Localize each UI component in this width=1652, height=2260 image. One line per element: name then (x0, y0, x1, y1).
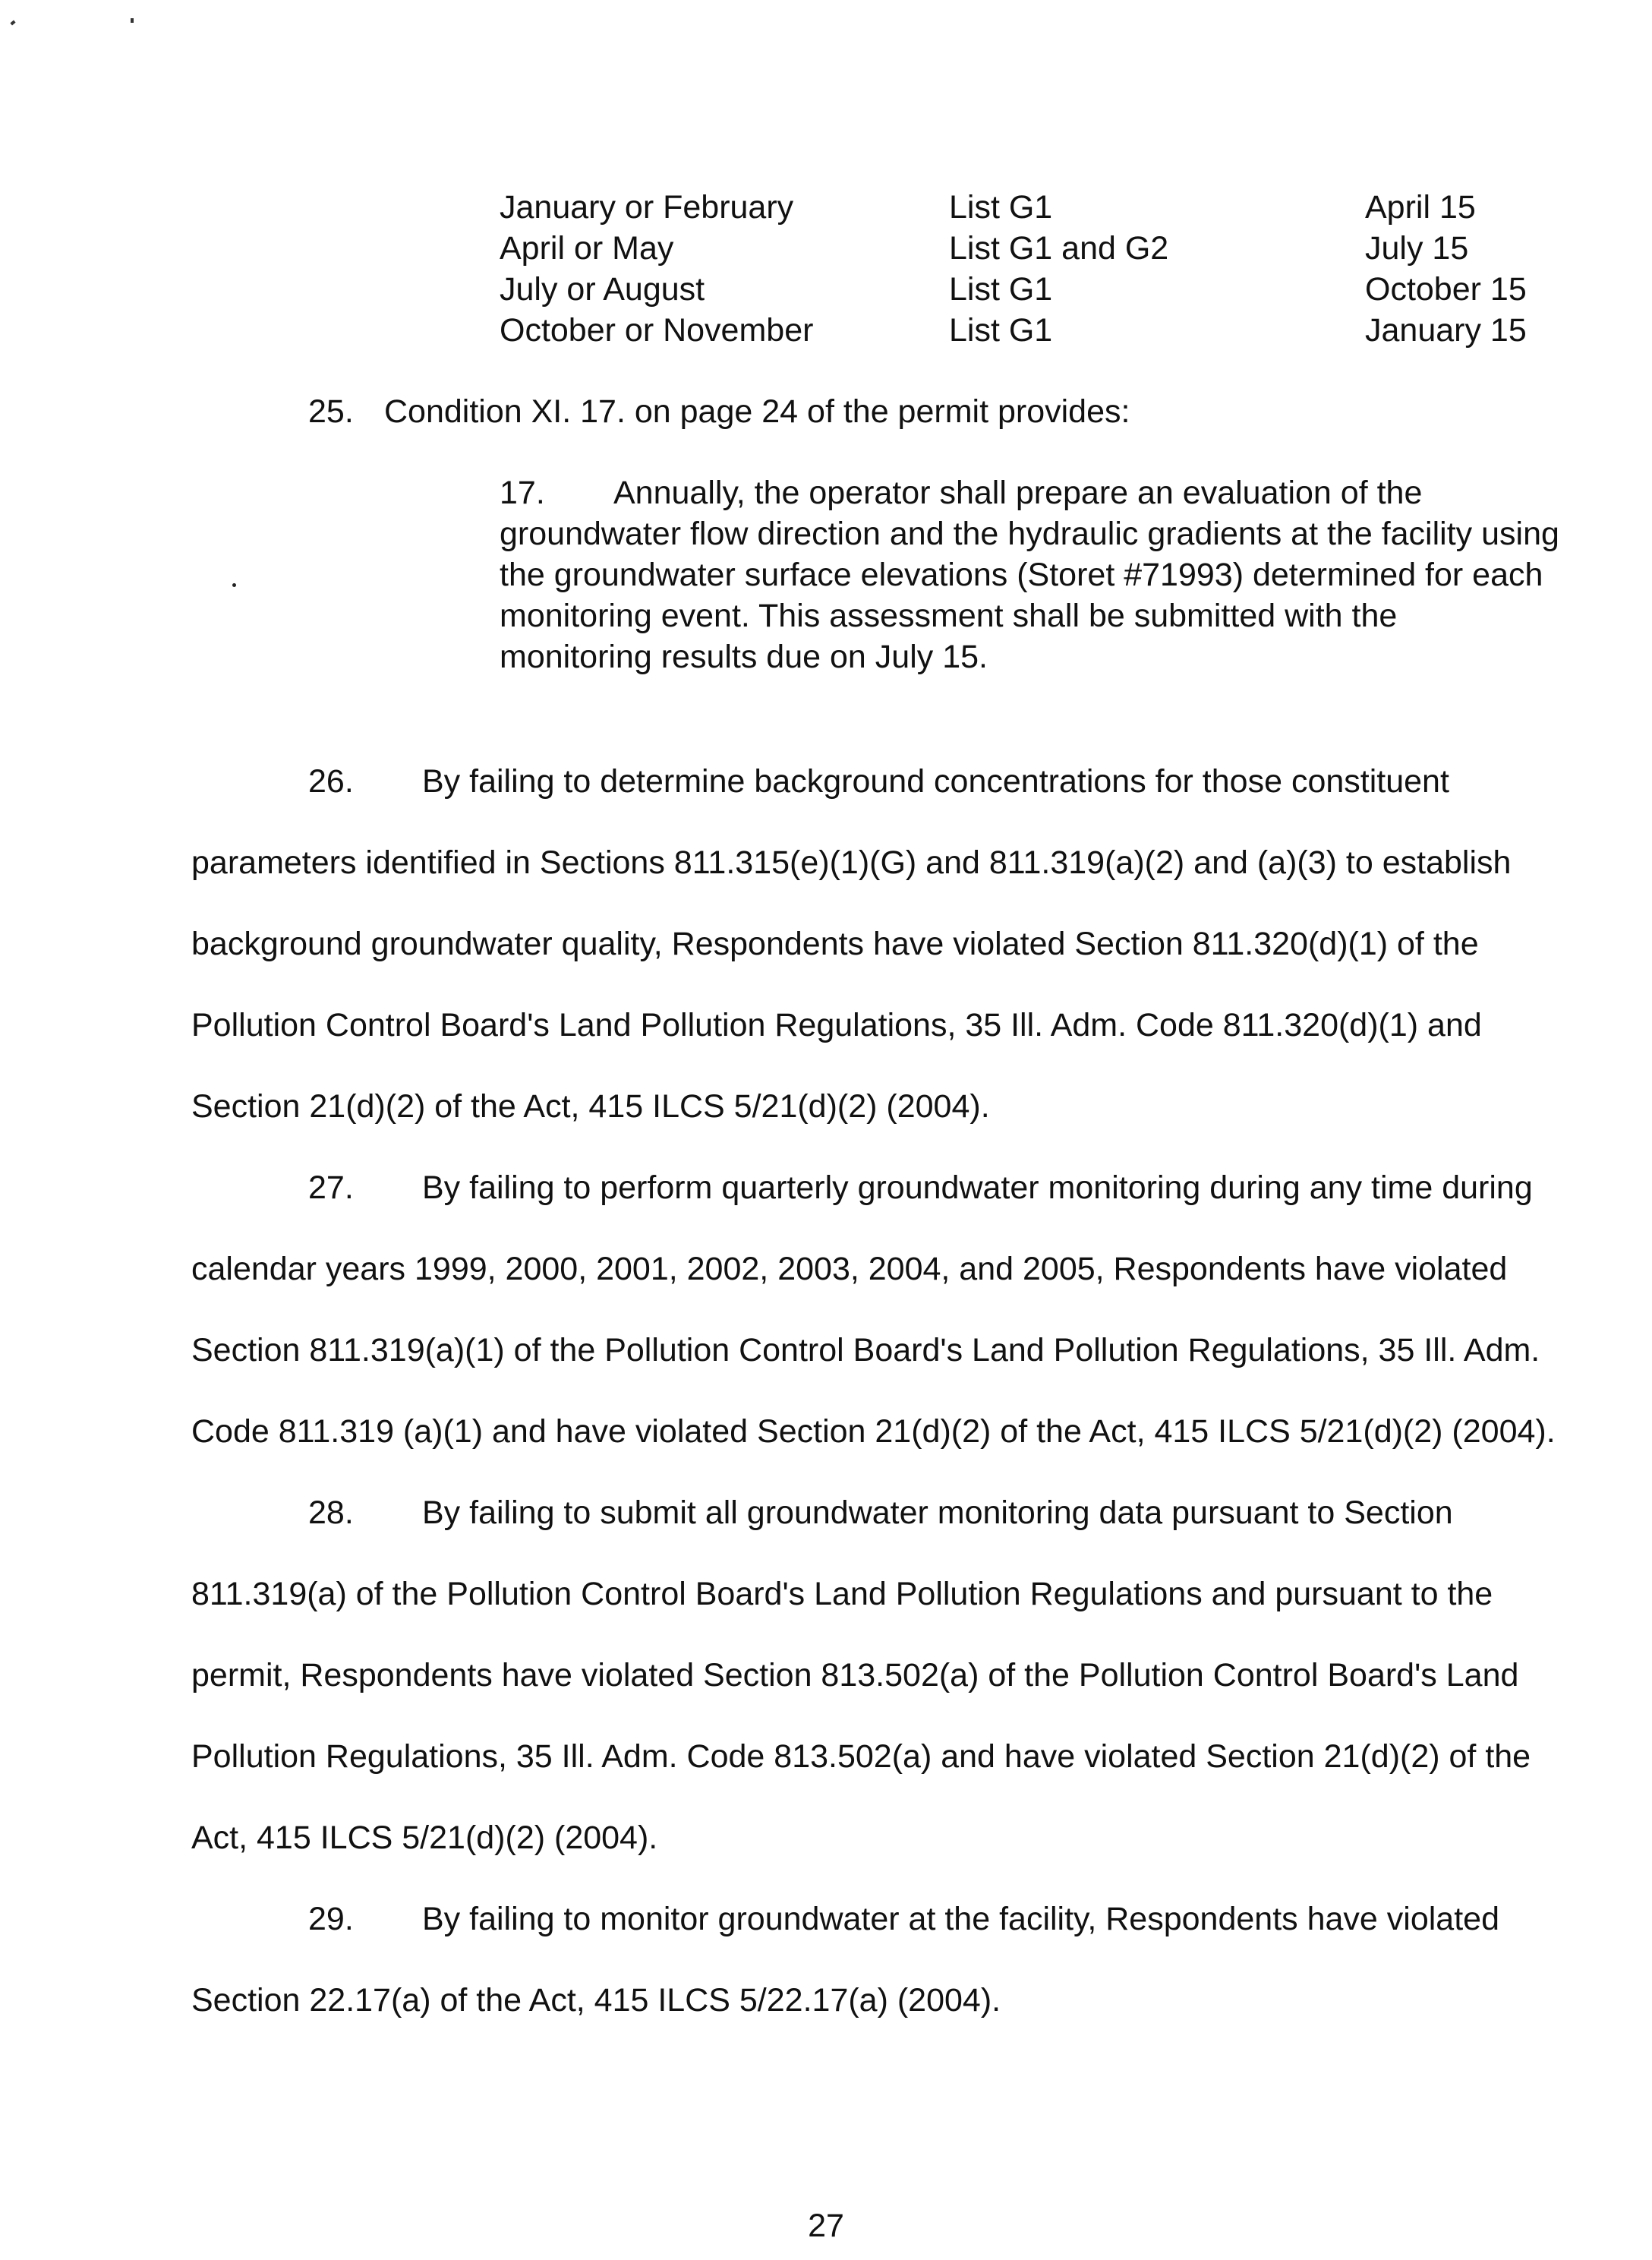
paragraph-line: Code 811.319 (a)(1) and have violated Section 21(d)(2) of the Act, 415 ILCS 5/21(d)(2) (2004). (191, 1413, 1556, 1450)
scan-speck (232, 583, 236, 587)
paragraph-text: Condition XI. 17. on page 24 of the permit provides: (384, 393, 1130, 430)
paragraph-line: Pollution Control Board's Land Pollution Regulations, 35 Ill. Adm. Code 811.320(d)(1) and (191, 1007, 1482, 1043)
paragraph-28 (191, 1492, 1634, 1899)
scan-mark (131, 18, 134, 23)
paragraph-line: Section 811.319(a)(1) of the Pollution Control Board's Land Pollution Regulations, 35 Ill. Adm. (191, 1332, 1540, 1368)
schedule-due-date: January 15 (1365, 312, 1527, 349)
permit-condition-quote (500, 472, 1638, 677)
paragraph-27 (191, 1167, 1634, 1492)
schedule-month: April or May (500, 230, 674, 267)
quote-line (500, 472, 1638, 513)
page-number: 27 (808, 2208, 844, 2244)
paragraph-line: parameters identified in Sections 811.315(e)(1)(G) and 811.319(a)(2) and (a)(3) to establish (191, 844, 1512, 881)
paragraph-line: Pollution Regulations, 35 Ill. Adm. Code 813.502(a) and have violated Section 21(d)(2) of the (191, 1738, 1531, 1775)
schedule-due-date: July 15 (1365, 230, 1469, 267)
quote-line: groundwater flow direction and the hydraulic gradients at the facility using (500, 516, 1559, 552)
paragraph-line: 811.319(a) of the Pollution Control Board's Land Pollution Regulations and pursuant to the (191, 1576, 1493, 1612)
paragraph-line: Act, 415 ILCS 5/21(d)(2) (2004). (191, 1820, 658, 1856)
paragraph-29 (191, 1899, 1634, 2061)
paragraph-number: 26. (308, 763, 354, 800)
paragraph-line: permit, Respondents have violated Section 813.502(a) of the Pollution Control Board's Land (191, 1657, 1519, 1693)
schedule-row (500, 228, 1578, 269)
schedule-row (500, 310, 1578, 351)
schedule-due-date: April 15 (1365, 189, 1476, 226)
paragraph-text: By failing to perform quarterly groundwater monitoring during any time during (422, 1169, 1533, 1206)
paragraph-number: 27. (308, 1169, 354, 1206)
paragraph-line: calendar years 1999, 2000, 2001, 2002, 2003, 2004, and 2005, Respondents have violated (191, 1251, 1508, 1287)
schedule-list: List G1 (949, 312, 1053, 349)
paragraph-text: By failing to monitor groundwater at the facility, Respondents have violated (422, 1901, 1499, 1937)
schedule-month: January or February (500, 189, 794, 226)
paragraph-line (191, 1899, 1634, 1980)
paragraph-text: By failing to determine background concentrations for those constituent (422, 763, 1449, 800)
monitoring-schedule-table (500, 187, 1578, 351)
schedule-list: List G1 (949, 189, 1053, 226)
quote-line: monitoring event. This assessment shall be submitted with the (500, 598, 1398, 634)
schedule-list: List G1 and G2 (949, 230, 1169, 267)
quote-line: monitoring results due on July 15. (500, 639, 988, 675)
paragraph-26 (191, 761, 1634, 1167)
paragraph-line: Section 22.17(a) of the Act, 415 ILCS 5/22.17(a) (2004). (191, 1982, 1001, 2019)
paragraph-line: background groundwater quality, Respondents have violated Section 811.320(d)(1) of the (191, 926, 1479, 962)
quote-text: Annually, the operator shall prepare an evaluation of the (613, 475, 1423, 511)
quote-number: 17. (500, 475, 545, 511)
paragraph-line (191, 1167, 1634, 1248)
paragraph-number: 29. (308, 1901, 354, 1937)
paragraph-number: 25. (308, 393, 354, 430)
schedule-row (500, 269, 1578, 310)
paragraph-line: Section 21(d)(2) of the Act, 415 ILCS 5/21(d)(2) (2004). (191, 1088, 990, 1125)
paragraph-line (191, 1492, 1634, 1573)
schedule-row (500, 187, 1578, 228)
schedule-month: July or August (500, 271, 705, 308)
scan-mark (10, 21, 15, 26)
quote-line: the groundwater surface elevations (Storet #71993) determined for each (500, 557, 1543, 593)
paragraph-number: 28. (308, 1495, 354, 1531)
paragraph-line (191, 761, 1634, 842)
schedule-due-date: October 15 (1365, 271, 1527, 308)
schedule-list: List G1 (949, 271, 1053, 308)
paragraph-text: By failing to submit all groundwater monitoring data pursuant to Section (422, 1495, 1453, 1531)
schedule-month: October or November (500, 312, 814, 349)
